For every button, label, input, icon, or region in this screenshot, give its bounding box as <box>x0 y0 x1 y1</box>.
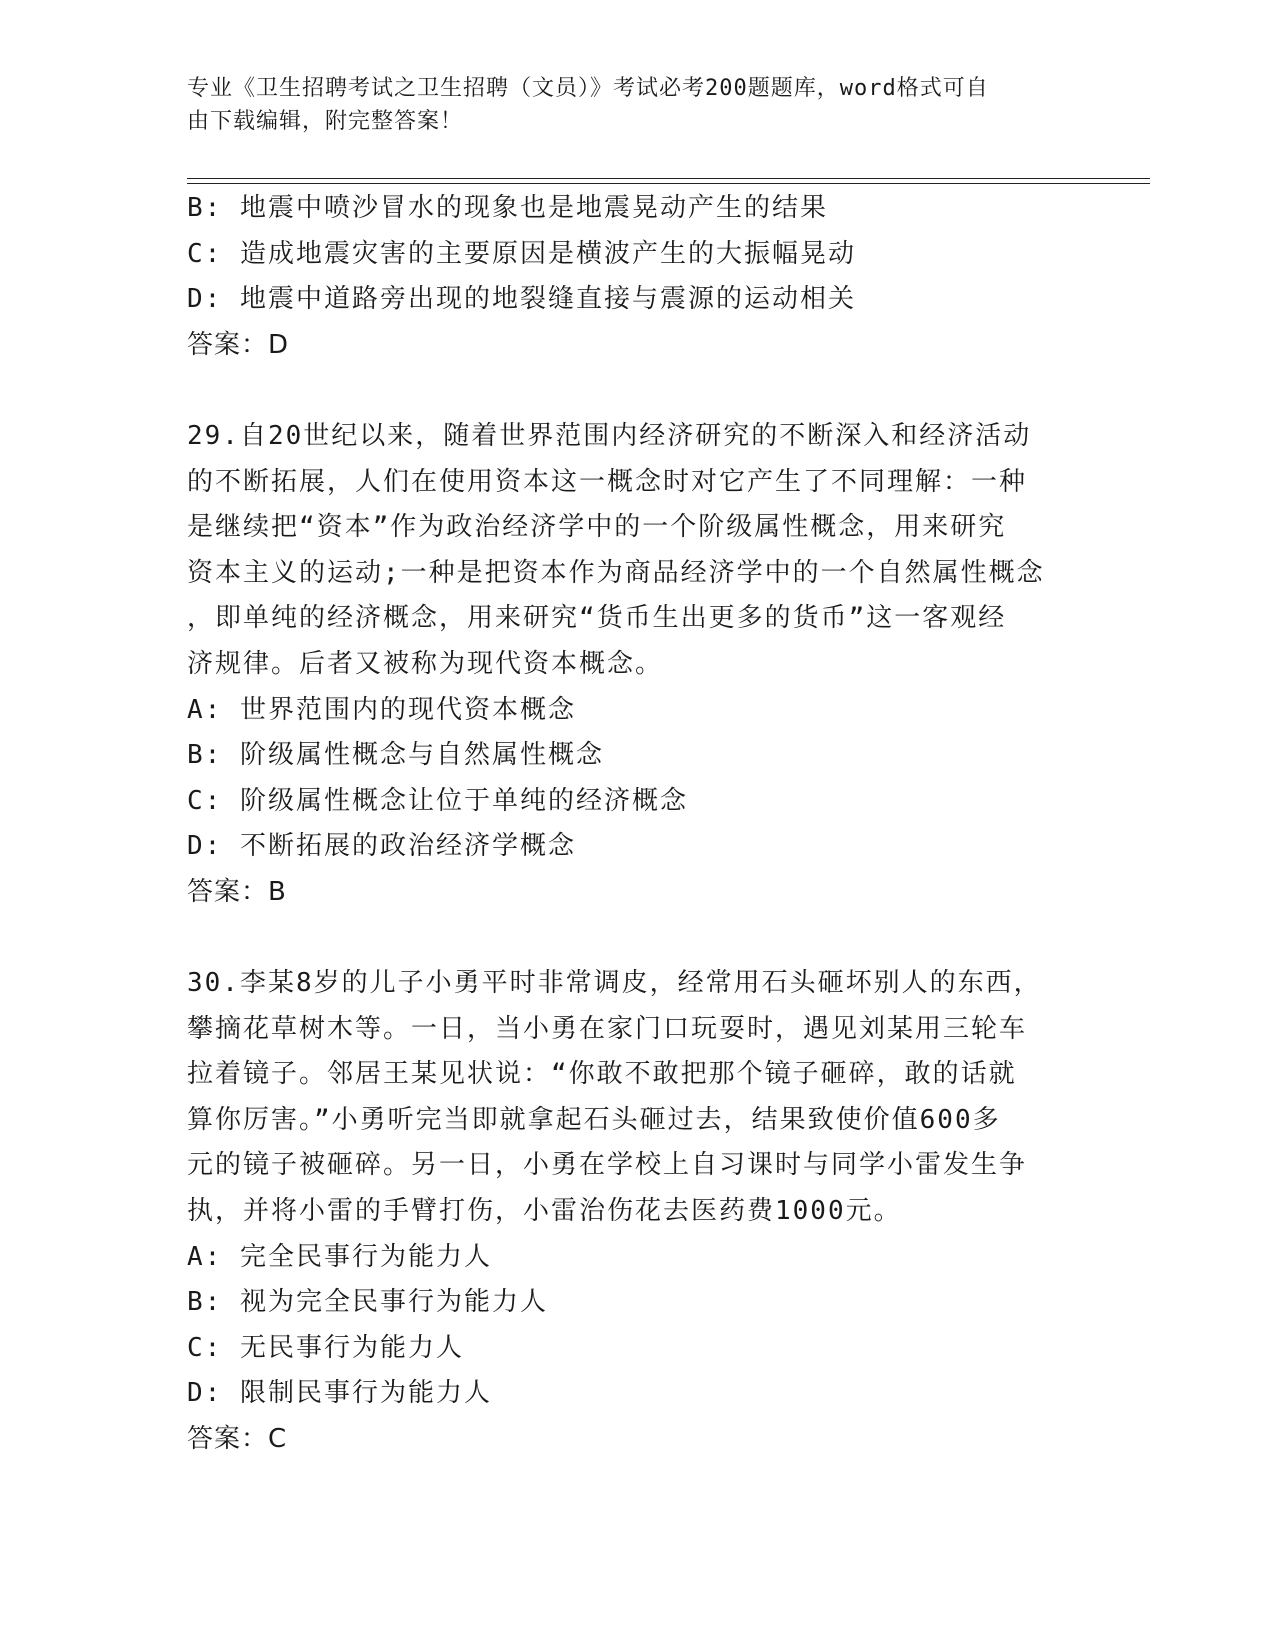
question-30 <box>187 961 1087 1463</box>
question-29 <box>187 414 1087 916</box>
answer: 答案：B <box>187 876 287 907</box>
option-d: D: 限制民事行为能力人 <box>187 1378 492 1409</box>
option-b: B: 视为完全民事行为能力人 <box>187 1287 548 1318</box>
question-text-line: 30.李某8岁的儿子小勇平时非常调皮，经常用石头砸坏别人的东西， <box>187 968 1042 999</box>
answer: 答案：D <box>187 329 290 360</box>
question-text-line: ，即单纯的经济概念，用来研究“货币生出更多的货币”这一客观经 <box>187 603 1007 634</box>
question-text-line: 攀摘花草树木等。一日，当小勇在家门口玩耍时，遇见刘某用三轮车 <box>187 1013 1028 1044</box>
document-body <box>187 186 1087 1463</box>
document-header <box>187 72 1067 138</box>
header-line-2: 由下载编辑，附完整答案！ <box>187 109 464 134</box>
option-d: D: 不断拓展的政治经济学概念 <box>187 831 576 862</box>
option-c: C: 造成地震灾害的主要原因是横波产生的大振幅晃动 <box>187 238 856 269</box>
option-b: B: 地震中喷沙冒水的现象也是地震晃动产生的结果 <box>187 193 828 223</box>
question-text-line: 的不断拓展，人们在使用资本这一概念时对它产生了不同理解：一种 <box>187 466 1028 497</box>
option-a: A: 世界范围内的现代资本概念 <box>187 694 576 725</box>
question-text-line: 元的镜子被砸碎。另一日，小勇在学校上自习课时与同学小雷发生争 <box>187 1150 1028 1181</box>
header-rule-bottom <box>187 183 1150 184</box>
question-text-line: 算你厉害。”小勇听完当即就拿起石头砸过去，结果致使价值600多 <box>187 1104 1001 1135</box>
question-text-line: 济规律。后者又被称为现代资本概念。 <box>187 648 664 679</box>
question-text-line: 拉着镜子。邻居王某见状说：“你敢不敢把那个镜子砸碎，敢的话就 <box>187 1059 1017 1090</box>
question-28-fragment <box>187 186 1087 368</box>
option-c: C: 阶级属性概念让位于单纯的经济概念 <box>187 785 688 816</box>
option-d: D: 地震中道路旁出现的地裂缝直接与震源的运动相关 <box>187 284 856 315</box>
question-text-line: 执，并将小雷的手臂打伤，小雷治伤花去医药费1000元。 <box>187 1196 902 1227</box>
question-text-line: 29.自20世纪以来，随着世界范围内经济研究的不断深入和经济活动 <box>187 420 1032 451</box>
header-line-1: 专业《卫生招聘考试之卫生招聘（文员）》考试必考200题题库，word格式可自 <box>187 76 989 101</box>
header-rule-top <box>187 178 1150 179</box>
option-b: B: 阶级属性概念与自然属性概念 <box>187 740 604 771</box>
question-text-line: 是继续把“资本”作为政治经济学中的一个阶级属性概念，用来研究 <box>187 512 1007 543</box>
answer: 答案：C <box>187 1424 288 1455</box>
question-text-line: 资本主义的运动;一种是把资本作为商品经济学中的一个自然属性概念 <box>187 557 1045 588</box>
option-c: C: 无民事行为能力人 <box>187 1332 464 1363</box>
option-a: A: 完全民事行为能力人 <box>187 1241 492 1272</box>
